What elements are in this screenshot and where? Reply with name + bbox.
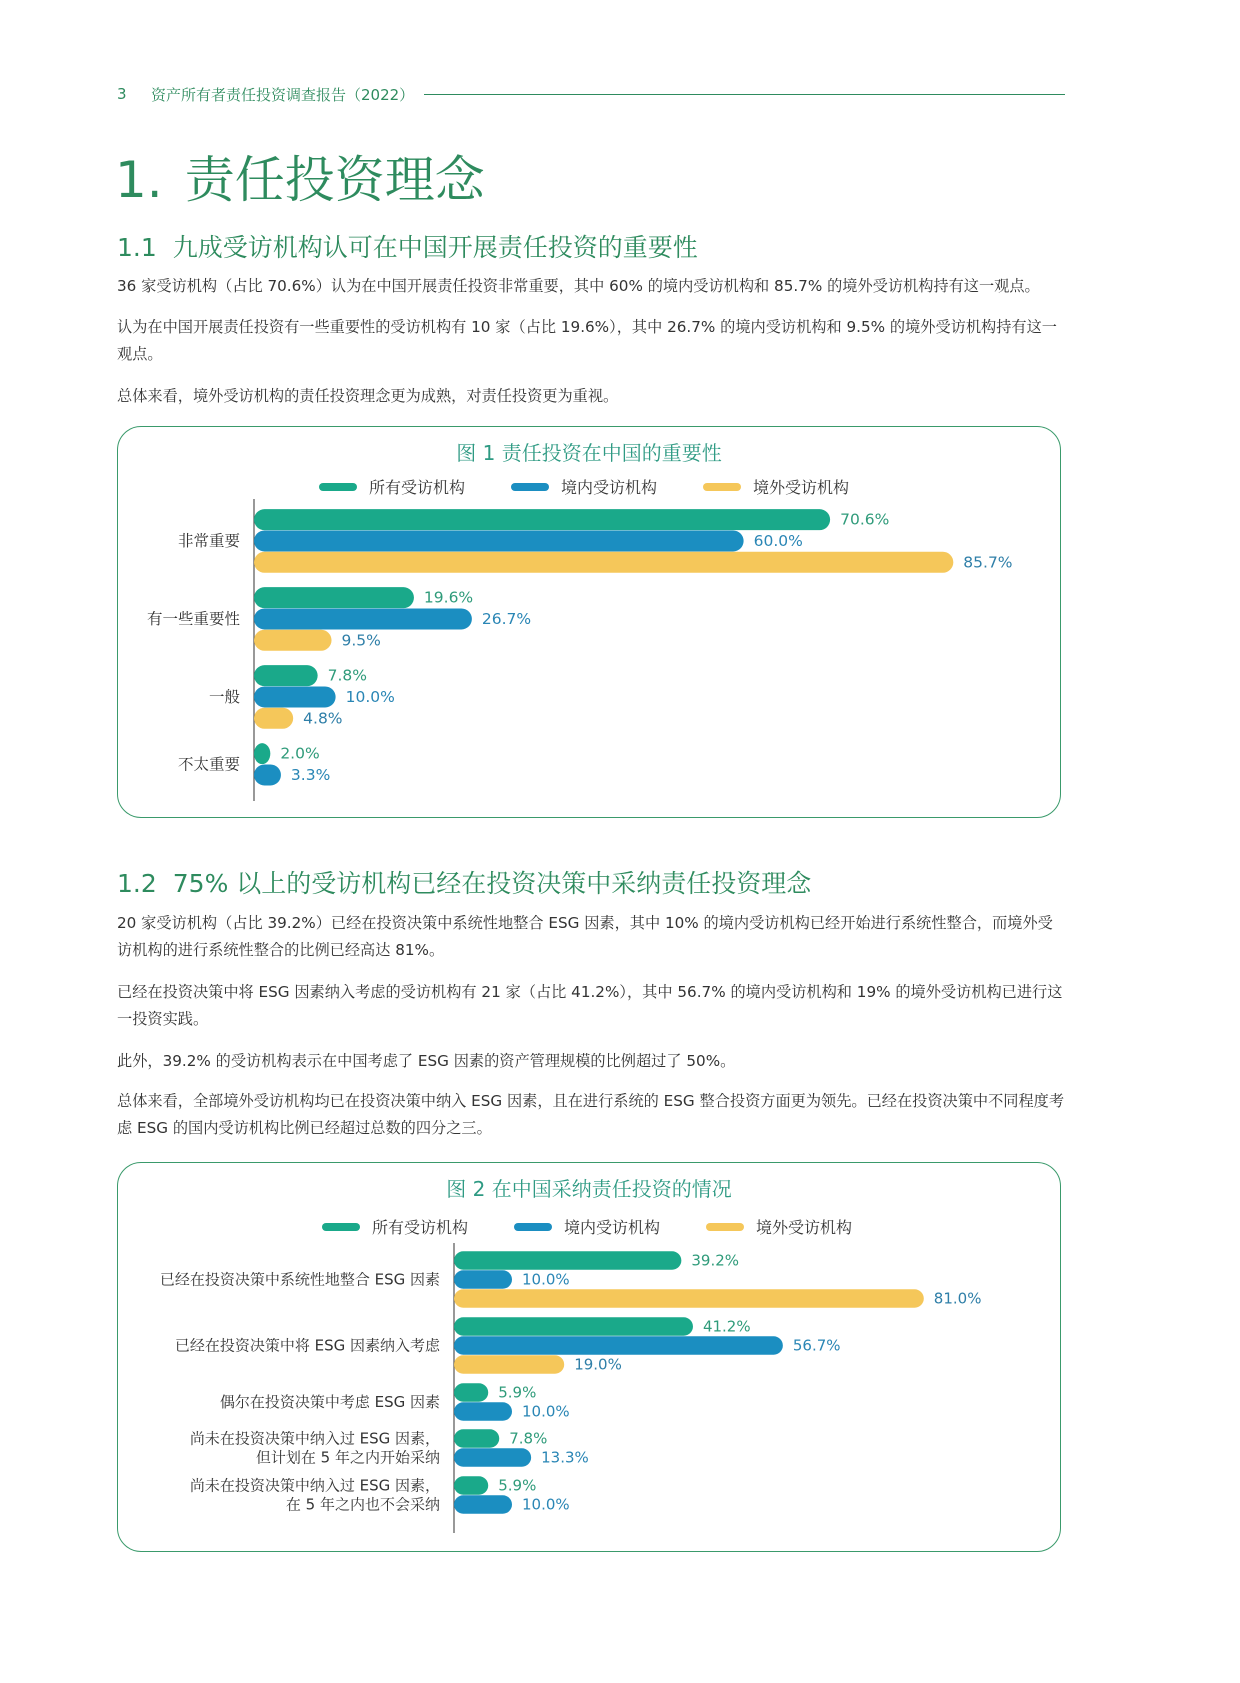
category-label: 偶尔在投资决策中考虑 ESG 因素 — [219, 1393, 440, 1411]
legend-label: 所有受访机构 — [372, 1218, 469, 1237]
bar-domestic — [454, 1270, 512, 1289]
bar-all — [454, 1476, 488, 1495]
data-label: 70.6% — [840, 510, 890, 529]
bar-domestic — [454, 1448, 531, 1467]
header-rule — [424, 94, 1065, 95]
figure-2-title: 图 2 在中国采纳责任投资的情况 — [446, 1177, 732, 1201]
section-1-title: 责任投资理念 — [184, 151, 485, 209]
legend-label: 境内受访机构 — [561, 478, 658, 497]
section-1-2-number: 1.2 — [117, 869, 157, 898]
section-1-2-heading — [117, 864, 811, 900]
bar-domestic — [454, 1495, 512, 1514]
section-1-heading — [115, 140, 485, 212]
paragraph: 已经在投资决策中将 ESG 因素纳入考虑的受访机构有 21 家（占比 41.2%），其中 56.7% 的境内受访机构和 19% 的境外受访机构已进行这一投资实践。 — [117, 983, 1063, 1028]
data-label: 7.8% — [327, 666, 368, 685]
legend-label: 境内受访机构 — [564, 1218, 661, 1237]
figure-1-chart — [118, 427, 1058, 817]
data-label: 13.3% — [541, 1448, 589, 1467]
bar-all — [454, 1251, 681, 1270]
paragraph: 总体来看，全部境外受访机构均已在投资决策中纳入 ESG 因素，且在进行系统的 ESG 整合投资方面更为领先。已经在投资决策中不同程度考虑 ESG 的国内受访机构比例已经超过总数的四分之三。 — [117, 1092, 1065, 1137]
category-label: 尚未在投资决策中纳入过 ESG 因素， — [189, 1429, 440, 1448]
data-label: 19.6% — [423, 588, 474, 607]
paragraph: 此外，39.2% 的受访机构表示在中国考虑了 ESG 因素的资产管理规模的比例超过了 50%。 — [117, 1052, 736, 1070]
bar-domestic — [454, 1402, 512, 1421]
data-label: 60.0% — [753, 531, 803, 550]
section-1-1-heading — [117, 228, 698, 264]
paragraph: 20 家受访机构（占比 39.2%）已经在投资决策中系统性地整合 ESG 因素，其中 10% 的境内受访机构已经开始进行系统性整合，而境外受访机构的进行系统性整合的比例已经高达 81%。 — [117, 914, 1053, 959]
category-label: 一般 — [208, 687, 240, 706]
report-title: 资产所有者责任投资调查报告（2022） — [151, 85, 415, 104]
section-1-1-title: 九成受访机构认可在中国开展责任投资的重要性 — [172, 233, 698, 262]
category-label: 非常重要 — [177, 531, 240, 550]
figure-2-chart — [118, 1163, 1058, 1551]
category-label: 已经在投资决策中将 ESG 因素纳入考虑 — [174, 1336, 440, 1355]
bar-all — [454, 1383, 488, 1402]
page-number: 3 — [117, 85, 127, 103]
paragraph: 总体来看，境外受访机构的责任投资理念更为成熟，对责任投资更为重视。 — [117, 387, 619, 405]
data-label: 2.0% — [280, 744, 320, 763]
data-label: 56.7% — [792, 1336, 841, 1355]
data-label: 10.0% — [522, 1270, 570, 1289]
bar-all — [454, 1317, 693, 1336]
data-label: 5.9% — [498, 1476, 537, 1495]
bar-all — [254, 509, 830, 530]
data-label: 85.7% — [963, 553, 1013, 572]
bar-all — [254, 587, 414, 608]
data-label: 3.3% — [290, 765, 331, 784]
data-label: 39.2% — [691, 1251, 740, 1270]
legend-label: 境外受访机构 — [756, 1218, 853, 1237]
legend-label: 境外受访机构 — [753, 478, 850, 497]
bar-overseas — [254, 630, 332, 651]
bar-all — [254, 665, 318, 686]
bar-overseas — [254, 708, 293, 729]
section-1-1-number: 1.1 — [117, 233, 157, 262]
data-label: 10.0% — [522, 1402, 570, 1421]
bar-domestic — [254, 686, 336, 707]
data-label: 19.0% — [574, 1355, 622, 1374]
bar-domestic — [254, 764, 281, 785]
category-label: 不太重要 — [177, 755, 240, 774]
paragraph: 36 家受访机构（占比 70.6%）认为在中国开展责任投资非常重要，其中 60% 的境内受访机构和 85.7% 的境外受访机构持有这一观点。 — [117, 277, 1040, 295]
paragraph: 认为在中国开展责任投资有一些重要性的受访机构有 10 家（占比 19.6%），其中 26.7% 的境内受访机构和 9.5% 的境外受访机构持有这一观点。 — [117, 318, 1057, 363]
data-label: 26.7% — [481, 609, 532, 628]
category-label: 尚未在投资决策中纳入过 ESG 因素， — [189, 1476, 440, 1495]
bar-overseas — [454, 1355, 564, 1374]
bar-domestic — [254, 530, 744, 551]
section-1-2-title: 75% 以上的受访机构已经在投资决策中采纳责任投资理念 — [172, 869, 812, 898]
category-label: 在 5 年之内也不会采纳 — [285, 1495, 440, 1514]
data-label: 7.8% — [509, 1429, 548, 1448]
data-label: 41.2% — [702, 1317, 751, 1336]
section-1-number: 1. — [115, 151, 163, 209]
bar-all — [454, 1429, 499, 1448]
bar-domestic — [454, 1336, 783, 1355]
figure-1-title: 图 1 责任投资在中国的重要性 — [456, 441, 722, 465]
bar-overseas — [454, 1289, 924, 1308]
data-label: 10.0% — [522, 1495, 570, 1514]
bar-overseas — [254, 552, 953, 573]
bar-domestic — [254, 608, 472, 629]
data-label: 9.5% — [341, 631, 381, 650]
category-label: 已经在投资决策中系统性地整合 ESG 因素 — [159, 1270, 440, 1289]
data-label: 81.0% — [933, 1289, 982, 1308]
data-label: 10.0% — [345, 687, 395, 706]
legend-label: 所有受访机构 — [369, 478, 466, 497]
data-label: 5.9% — [498, 1383, 537, 1402]
category-label: 但计划在 5 年之内开始采纳 — [255, 1448, 440, 1467]
data-label: 4.8% — [303, 709, 343, 728]
page-header — [117, 82, 1065, 106]
figure-1-box — [117, 426, 1061, 818]
bar-all — [254, 743, 270, 764]
category-label: 有一些重要性 — [146, 609, 240, 628]
figure-2-box — [117, 1162, 1061, 1552]
